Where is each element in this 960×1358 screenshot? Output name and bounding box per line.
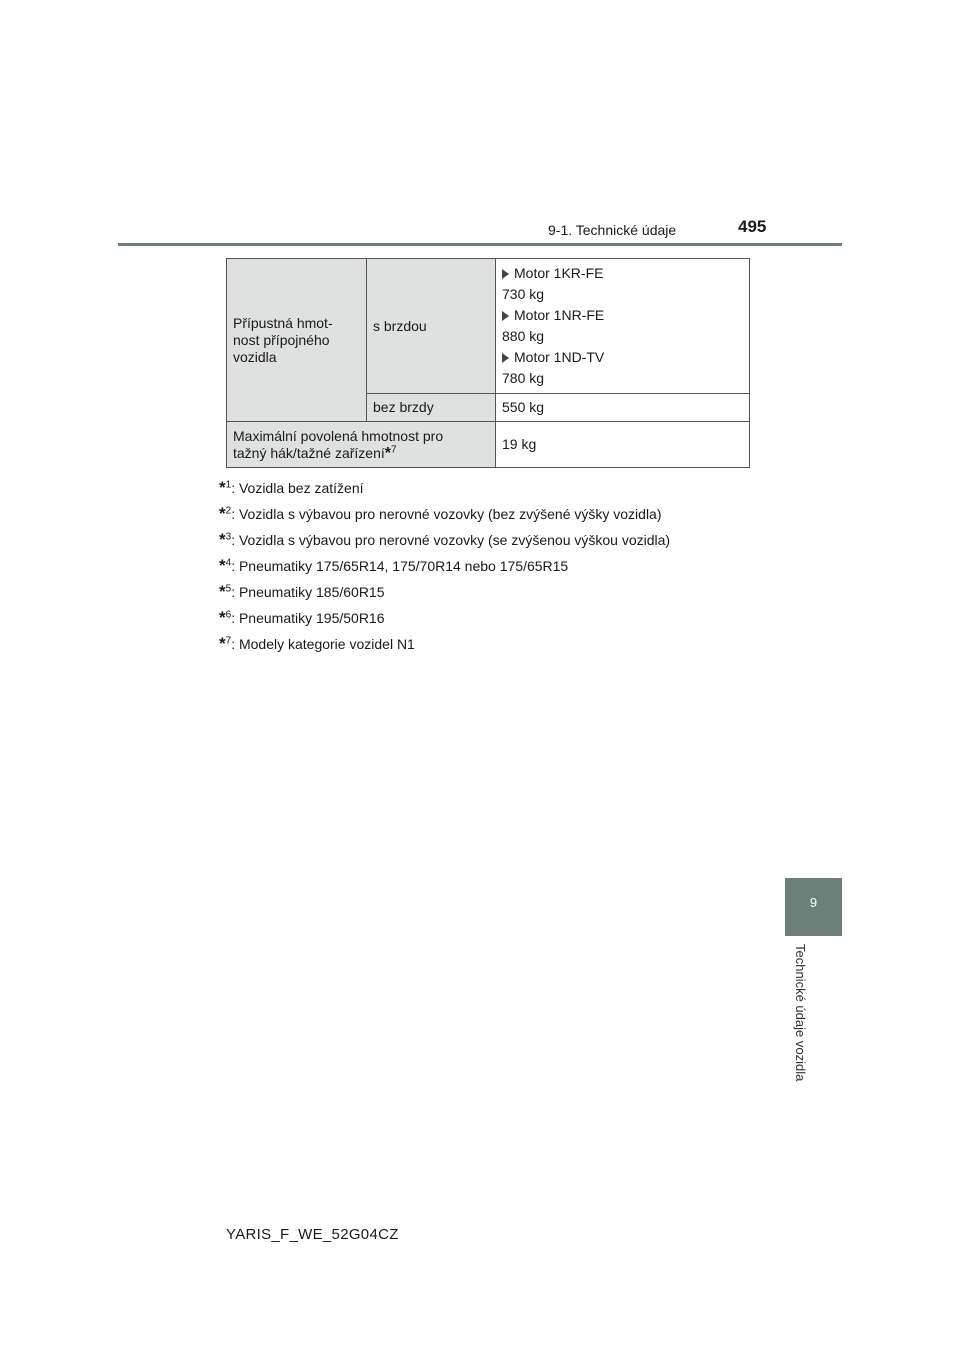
footnote-marker: * — [219, 634, 226, 653]
triangle-bullet-icon — [502, 269, 509, 279]
footnote-text: : Vozidla bez zatížení — [231, 480, 364, 496]
footnote-marker: * — [219, 530, 226, 549]
with-brake-values — [496, 259, 750, 394]
footnote-marker: * — [219, 556, 226, 575]
chapter-tab — [785, 878, 842, 936]
footnote-ref: 7 — [391, 443, 397, 455]
footnote-text: : Pneumatiky 195/50R16 — [231, 610, 385, 626]
weight-value: 880 kg — [502, 328, 545, 344]
page-number: 495 — [738, 217, 767, 236]
trailer-weight-label: Přípustná hmot- nost přípojného vozidla — [227, 259, 367, 422]
tow-hitch-weight-value: 19 kg — [496, 422, 750, 468]
engine-label: Motor 1ND-TV — [514, 349, 605, 365]
footnote-marker: * — [219, 608, 226, 627]
footnote — [219, 501, 670, 527]
footnote — [219, 631, 670, 657]
with-brake-label: s brzdou — [367, 259, 496, 394]
tow-hitch-weight-label — [227, 422, 496, 468]
footnote-marker: * — [219, 504, 226, 523]
footnote — [219, 605, 670, 631]
footnote-marker: * — [219, 478, 226, 497]
footnote-number: 2 — [225, 505, 232, 517]
engine-label: Motor 1NR-FE — [514, 307, 605, 323]
header-divider — [118, 243, 842, 246]
footnote-number: 1 — [225, 479, 232, 491]
chapter-number: 9 — [809, 895, 818, 910]
footnote-marker: * — [384, 444, 391, 462]
weight-value: 780 kg — [502, 370, 545, 386]
section-title: 9-1. Technické údaje — [548, 222, 677, 238]
weight-value: 730 kg — [502, 286, 545, 302]
chapter-label: Technické údaje vozidla — [793, 944, 808, 1082]
footnote-marker: * — [219, 582, 226, 601]
list-item — [502, 305, 743, 347]
document-code: YARIS_F_WE_52G04CZ — [226, 1226, 399, 1243]
footnote — [219, 527, 670, 553]
footnote-text: : Vozidla s výbavou pro nerovné vozovky (bez zvýšené výšky vozidla) — [231, 506, 662, 522]
label-line: Maximální povolená hmotnost pro — [233, 427, 444, 444]
footnote-text: : Vozidla s výbavou pro nerovné vozovky (se zvýšenou výškou vozidla) — [231, 532, 671, 548]
triangle-bullet-icon — [502, 353, 509, 363]
table-row — [227, 259, 750, 394]
footnote-number: 3 — [225, 531, 232, 543]
triangle-bullet-icon — [502, 311, 509, 321]
footnote-number: 7 — [225, 635, 232, 647]
without-brake-label: bez brzdy — [367, 394, 496, 422]
footnote-number: 5 — [225, 583, 232, 595]
without-brake-value: 550 kg — [496, 394, 750, 422]
trailer-weight-table — [226, 258, 750, 468]
list-item — [502, 347, 743, 389]
footnotes-list — [219, 475, 670, 657]
engine-label: Motor 1KR-FE — [514, 265, 604, 281]
list-item — [502, 263, 743, 305]
footnote-number: 4 — [225, 557, 232, 569]
table-row — [227, 422, 750, 468]
footnote-text: : Pneumatiky 185/60R15 — [231, 584, 385, 600]
footnote-text: : Modely kategorie vozidel N1 — [231, 636, 415, 652]
footnote — [219, 475, 670, 501]
label-text: tažný hák/tažné zařízení — [233, 444, 385, 461]
footnote-text: : Pneumatiky 175/65R14, 175/70R14 nebo 175/65R15 — [231, 558, 569, 574]
label-line — [233, 445, 489, 462]
footnote — [219, 579, 670, 605]
footnote — [219, 553, 670, 579]
footnote-number: 6 — [225, 609, 232, 621]
